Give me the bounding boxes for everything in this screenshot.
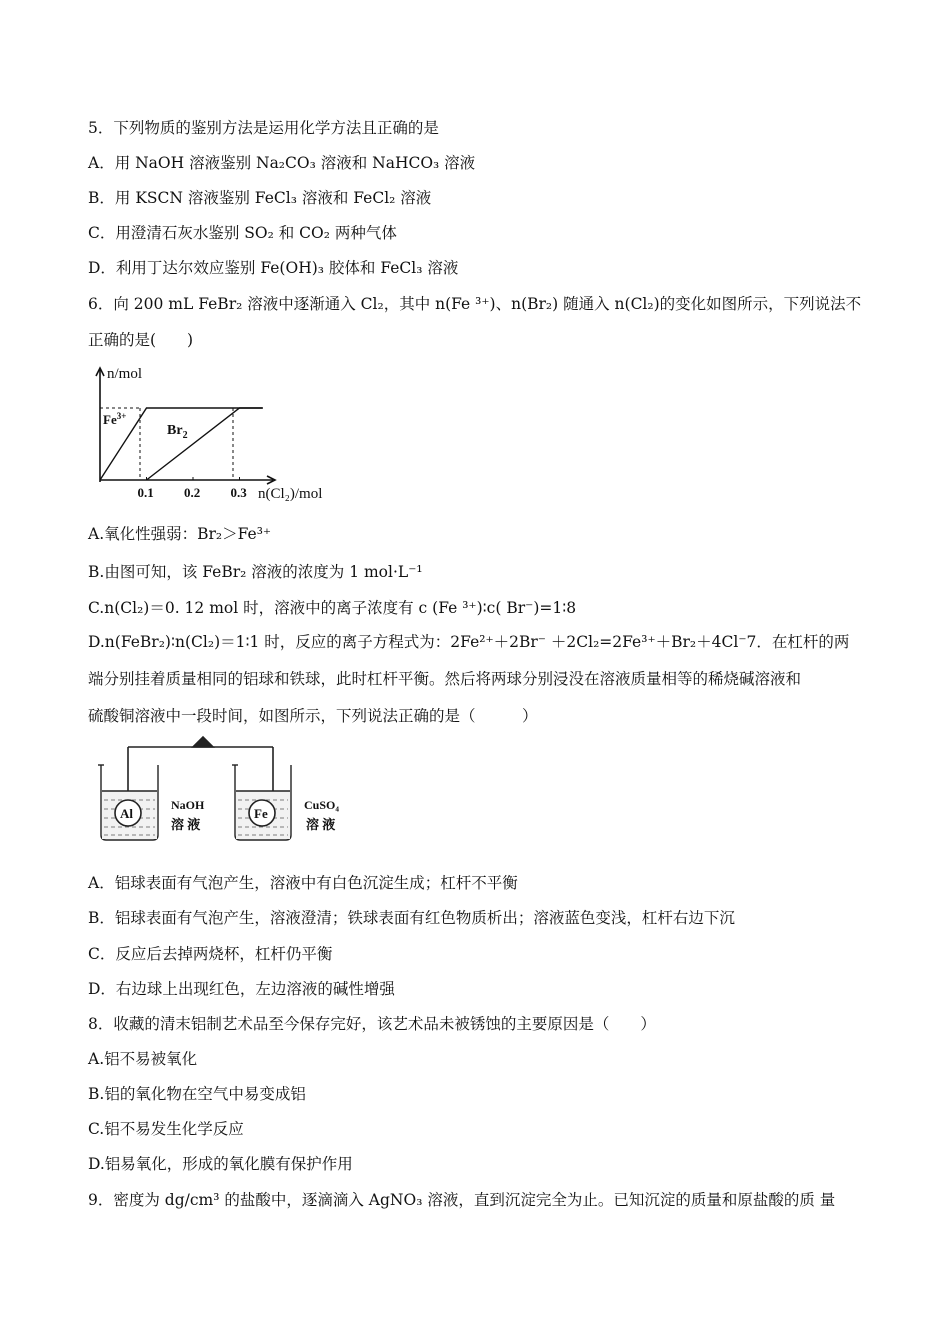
right-ball-label: Fe (254, 806, 268, 821)
fulcrum (193, 737, 213, 747)
q6-option-d-and-q7-stem: D.n(FeBr₂)∶n(Cl₂)＝1∶1 时，反应的离子方程式为：2Fe²⁺＋2Br⁻ ＋2Cl₂=2Fe³⁺＋Br₂＋4Cl⁻7．在杠杆的两 (88, 633, 850, 651)
q7-stem-line3: 硫酸铜溶液中一段时间，如图所示，下列说法正确的是（ ） (88, 707, 538, 725)
q5-stem: 5．下列物质的鉴别方法是运用化学方法且正确的是 (88, 119, 439, 137)
q8-option-a: A.铝不易被氧化 (88, 1050, 198, 1068)
q6-chart (90, 362, 350, 507)
x-tick-label: 0.1 (137, 485, 154, 500)
x-axis-label: n(Cl₂)/mol (258, 486, 323, 502)
right-beaker (232, 765, 291, 840)
q8-option-b: B.铝的氧化物在空气中易变成铝 (88, 1085, 306, 1103)
q7-option-b: B．铝球表面有气泡产生，溶液澄清；铁球表面有红色物质析出；溶液蓝色变浅，杠杆右边下沉 (88, 909, 735, 927)
x-axis (100, 476, 275, 484)
left-solution-name: NaOH (171, 798, 205, 812)
series-line-br2 (147, 408, 263, 480)
q5-option-a: A．用 NaOH 溶液鉴别 Na₂CO₃ 溶液和 NaHCO₃ 溶液 (88, 154, 476, 172)
q7-stem-line2: 端分别挂着质量相同的铝球和铁球，此时杠杆平衡。然后将两球分别浸没在溶液质量相等的稀烧碱溶液和 (88, 670, 802, 688)
q5-option-c: C．用澄清石灰水鉴别 SO₂ 和 CO₂ 两种气体 (88, 224, 397, 242)
q6-option-b: B.由图可知，该 FeBr₂ 溶液的浓度为 1 mol·L⁻¹ (88, 563, 423, 581)
q6-stem-line1: 6．向 200 mL FeBr₂ 溶液中逐渐通入 Cl₂，其中 n(Fe ³⁺)、n(Br₂) 随通入 n(Cl₂)的变化如图所示，下列说法不 (88, 295, 862, 313)
q7-option-d: D．右边球上出现红色，左边溶液的碱性增强 (88, 980, 395, 998)
q5-option-b: B．用 KSCN 溶液鉴别 FeCl₃ 溶液和 FeCl₂ 溶液 (88, 189, 432, 207)
q7-lever-diagram (95, 733, 360, 848)
q8-option-d: D.铝易氧化，形成的氧化膜有保护作用 (88, 1155, 353, 1173)
q7-option-a: A．铝球表面有气泡产生，溶液中有白色沉淀生成；杠杆不平衡 (88, 874, 518, 892)
y-axis-label: n/mol (107, 366, 143, 382)
q5-option-d: D．利用丁达尔效应鉴别 Fe(OH)₃ 胶体和 FeCl₃ 溶液 (88, 259, 459, 277)
x-tick-label: 0.3 (230, 485, 247, 500)
q8-option-c: C.铝不易发生化学反应 (88, 1120, 244, 1138)
q6-option-a: A.氧化性强弱：Br₂＞Fe³⁺ (88, 525, 272, 543)
series-label-br2: $Br_2$ (167, 423, 188, 441)
q6-option-c: C.n(Cl₂)＝0. 12 mol 时，溶液中的离子浓度有 c (Fe ³⁺)∶c( Br⁻)=1∶8 (88, 599, 577, 617)
q8-stem: 8．收藏的清末铝制艺术品至今保存完好，该艺术品未被锈蚀的主要原因是（ ） (88, 1015, 656, 1033)
series-label-fe: $Fe^{3+}$ (103, 411, 127, 427)
x-tick-label: 0.2 (184, 485, 201, 500)
left-solution-label: 溶 液 (171, 817, 201, 832)
q6-stem-line2: 正确的是( ) (88, 331, 194, 349)
right-solution-name: CuSO₄ (304, 798, 339, 812)
q7-option-c: C．反应后去掉两烧杯，杠杆仍平衡 (88, 945, 333, 963)
left-ball-label: Al (120, 806, 133, 821)
q9-stem: 9．密度为 dg/cm³ 的盐酸中，逐滴滴入 AgNO₃ 溶液，直到沉淀完全为止。已知沉淀的质量和原盐酸的质 量 (88, 1191, 836, 1209)
right-solution-label: 溶 液 (306, 817, 336, 832)
